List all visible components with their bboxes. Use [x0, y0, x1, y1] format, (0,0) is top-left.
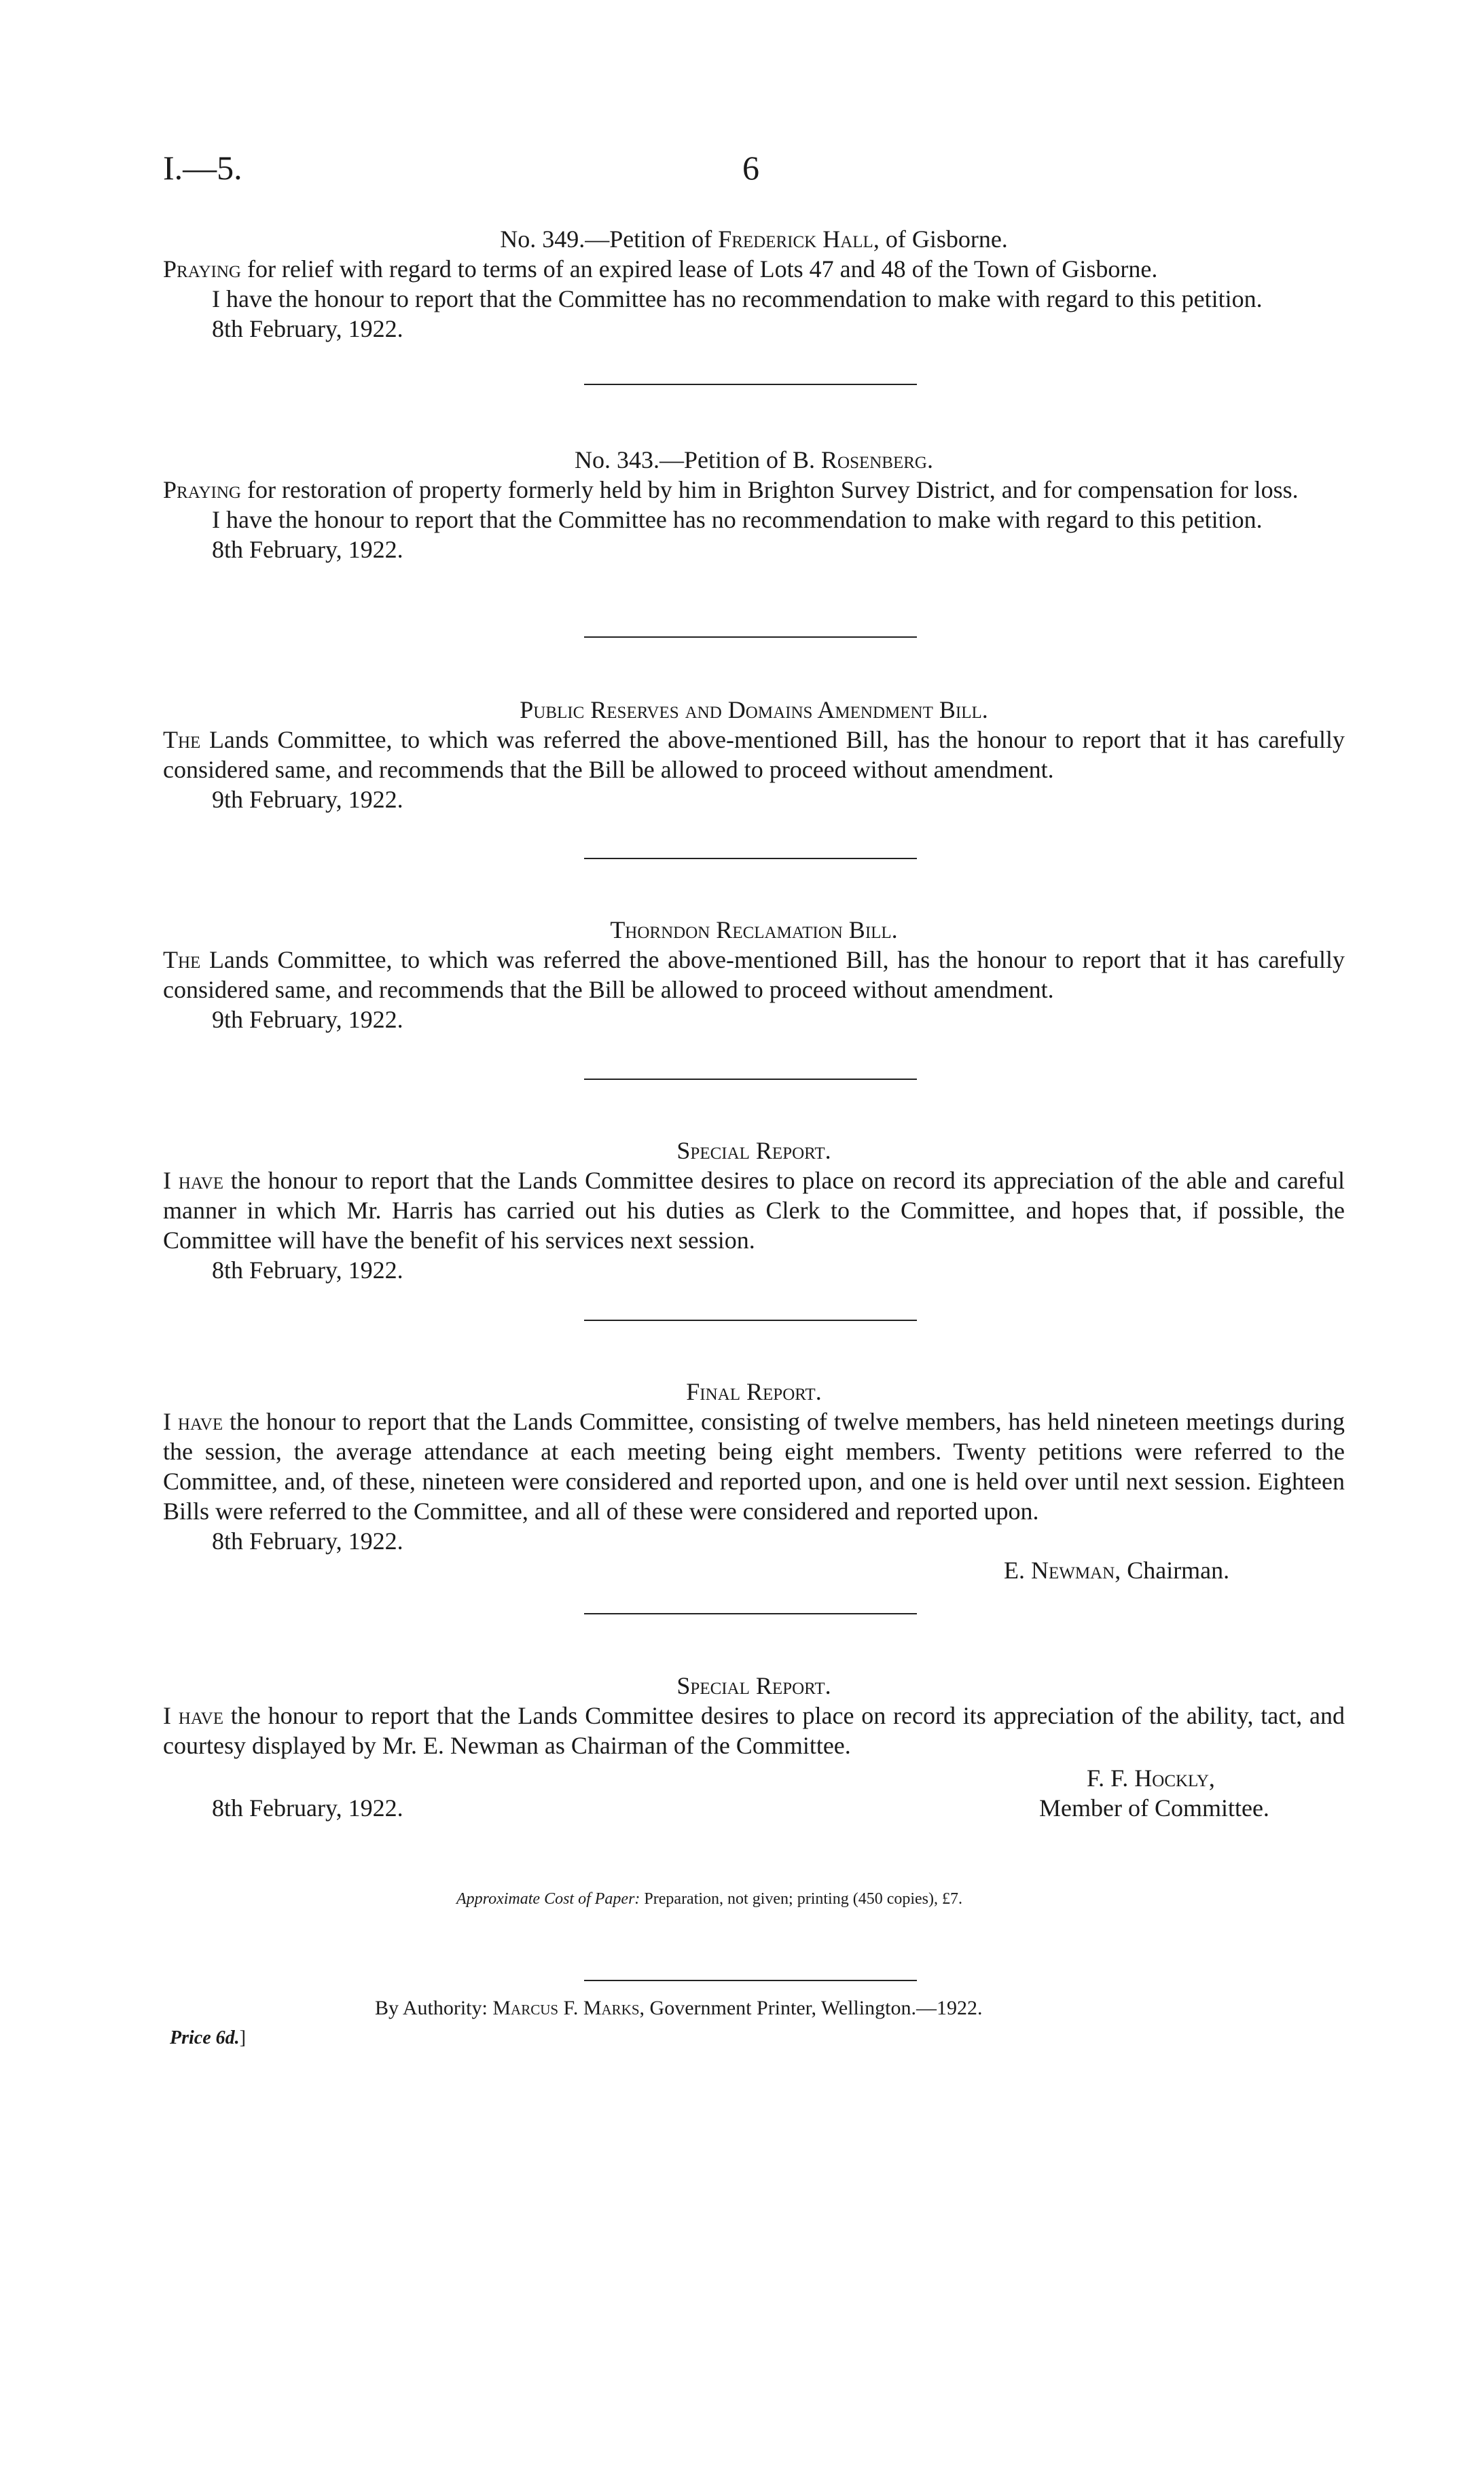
authority-prefix: By Authority: — [375, 1997, 493, 2019]
paragraph-text: Lands Committee, to which was referred the above-mentioned Bill, has the honour to report that it has carefully considered same, and recommends that the Bill be allowed to proceed without amendment. — [163, 726, 1345, 783]
paragraph-lead: Praying — [163, 255, 241, 283]
section-date: 9th February, 1922. — [212, 786, 403, 813]
cost-of-paper — [456, 1890, 962, 1908]
title-name: Rosenberg — [821, 446, 927, 473]
section-date: 8th February, 1922. — [212, 315, 403, 342]
title-suffix: . — [927, 446, 933, 473]
signature-title: , Chairman. — [1115, 1557, 1230, 1584]
section-date: 9th February, 1922. — [212, 1006, 403, 1033]
paragraph-lead: I have — [163, 1408, 223, 1435]
paragraph-text: the honour to report that the Lands Committee desires to place on record its appreciation of the able and careful manner in which Mr. Harris has carried out his duties as Clerk to the Committee, and hopes that, if possible, the Committee will have the benefit of his services next session. — [163, 1167, 1345, 1254]
member-signature-role: Member of Committee. — [1039, 1794, 1269, 1822]
section-date: 8th February, 1922. — [212, 1256, 403, 1284]
document-reference: I.—5. — [163, 149, 242, 187]
section-paragraph — [163, 1165, 1345, 1255]
petition-349-section — [163, 224, 1345, 344]
paragraph-lead: The — [163, 946, 201, 973]
section-date: 8th February, 1922. — [212, 1794, 403, 1822]
paragraph-lead: I have — [163, 1167, 223, 1194]
printer-authority — [375, 1997, 982, 2020]
cost-label: Approximate Cost of Paper: — [456, 1890, 640, 1908]
authority-suffix: , Government Printer, Wellington.—1922. — [639, 1997, 983, 2019]
section-title: Special Report. — [676, 1137, 831, 1164]
title-suffix: , of Gisborne. — [873, 225, 1008, 253]
paragraph-text: for relief with regard to terms of an expired lease of Lots 47 and 48 of the Town of Gisborne. — [240, 255, 1158, 283]
section-paragraph — [163, 1701, 1345, 1760]
special-report-chairman-section — [163, 1671, 1345, 1760]
paragraph-lead: I have — [163, 1702, 223, 1729]
price-label — [170, 2027, 246, 2049]
price-text: Price 6d. — [170, 2027, 240, 2048]
section-title: Thorndon Reclamation Bill. — [610, 916, 898, 943]
paragraph-text: the honour to report that the Lands Committee desires to place on record its appreciation of the ability, tact, and courtesy displayed by Mr. E. Newman as Chairman of the Committee. — [163, 1702, 1345, 1759]
cost-text: Preparation, not given; printing (450 copies), £7. — [640, 1890, 962, 1908]
section-paragraph — [163, 1407, 1345, 1526]
public-reserves-bill-section — [163, 695, 1345, 814]
section-title — [163, 445, 1345, 475]
section-date: 8th February, 1922. — [212, 1527, 403, 1555]
final-report-section — [163, 1377, 1345, 1556]
title-prefix: No. 349.—Petition of — [500, 225, 719, 253]
page-number: 6 — [742, 149, 759, 187]
petition-343-section — [163, 445, 1345, 564]
section-date: 8th February, 1922. — [212, 536, 403, 563]
special-report-clerk-section — [163, 1136, 1345, 1285]
chairman-signature — [1004, 1556, 1229, 1585]
section-paragraph-2: I have the honour to report that the Committee has no recommendation to make with regard to this petition. — [212, 285, 1263, 312]
paragraph-text: for restoration of property formerly held by him in Brighton Survey District, and for compensation for loss. — [240, 476, 1299, 503]
thorndon-reclamation-bill-section — [163, 915, 1345, 1034]
section-divider — [584, 1613, 917, 1614]
section-paragraph — [163, 475, 1345, 505]
paragraph-text: the honour to report that the Lands Committee, consisting of twelve members, has held nineteen meetings during the session, the average attendance at each meeting being eight members. Twenty petitions were referred to the Committee, and, of these, nineteen were considered and reported upon, and one is held over until next session. Eighteen Bills were referred to the Committee, and all of these were considered and reported upon. — [163, 1408, 1345, 1525]
section-divider — [584, 1079, 917, 1080]
section-divider — [584, 1320, 917, 1321]
section-paragraph — [163, 945, 1345, 1005]
section-paragraph — [163, 254, 1345, 284]
member-signature-name: F. F. Hockly, — [1087, 1765, 1215, 1792]
title-name: Frederick Hall — [718, 225, 873, 253]
price-bracket: ] — [239, 2027, 246, 2048]
section-title: Final Report. — [686, 1378, 822, 1405]
paragraph-lead: Praying — [163, 476, 241, 503]
section-title: Special Report. — [676, 1672, 831, 1699]
section-title: Public Reserves and Domains Amendment Bill. — [520, 696, 988, 723]
section-divider — [584, 858, 917, 859]
section-title — [163, 224, 1345, 254]
printer-name: Marcus F. Marks — [492, 1997, 640, 2019]
section-paragraph — [163, 725, 1345, 784]
section-divider — [584, 636, 917, 638]
footer-divider — [584, 1980, 917, 1981]
section-divider — [584, 384, 917, 385]
paragraph-lead: The — [163, 726, 201, 753]
section-paragraph-2: I have the honour to report that the Committee has no recommendation to make with regard to this petition. — [212, 506, 1263, 533]
signature-name: E. Newman — [1004, 1557, 1115, 1584]
title-prefix: No. 343.—Petition of B. — [575, 446, 822, 473]
paragraph-text: Lands Committee, to which was referred the above-mentioned Bill, has the honour to report that it has carefully considered same, and recommends that the Bill be allowed to proceed without amendment. — [163, 946, 1345, 1003]
